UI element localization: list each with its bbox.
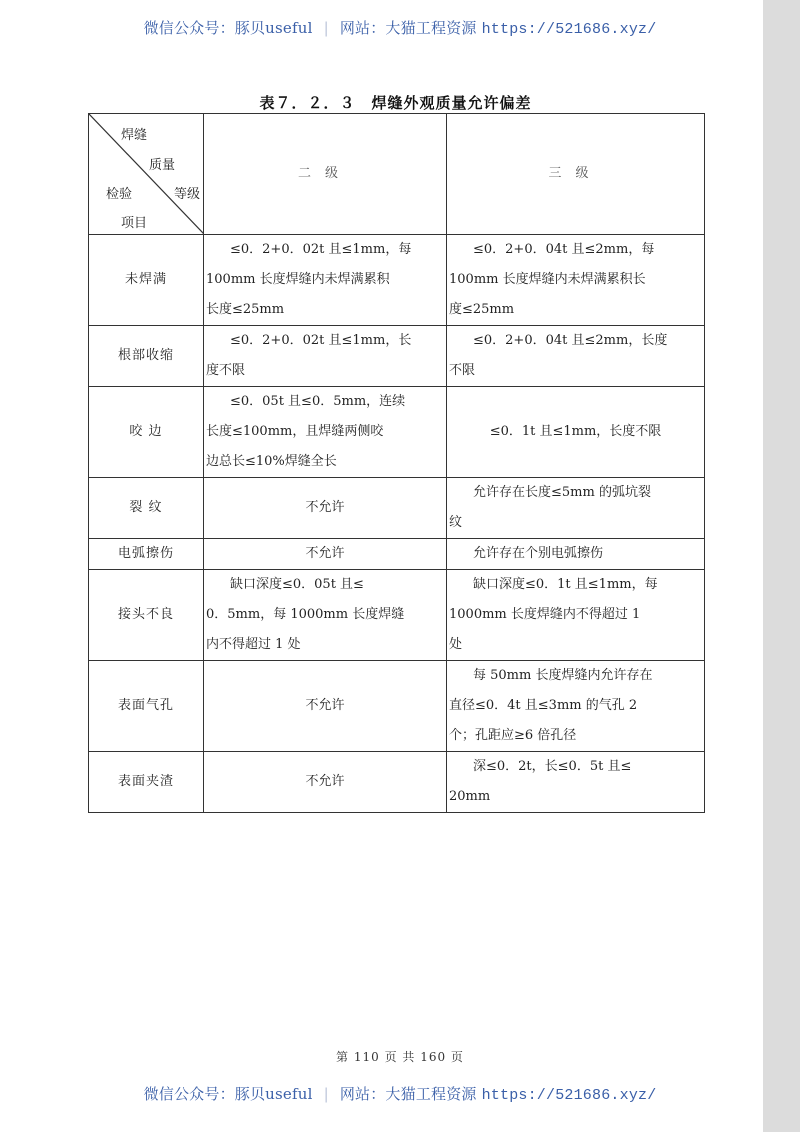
- inspection-item-cell: 表面气孔: [89, 661, 204, 752]
- watermark-account: 微信公众号：豚贝useful: [143, 19, 313, 37]
- cell-text-line: 长度≤25mm: [206, 302, 285, 317]
- table-row: [89, 235, 705, 326]
- table-row: [89, 387, 705, 478]
- cell-text-line: ≤0．2+0．04t 且≤2mm，长度: [473, 333, 668, 348]
- grade-3-cell: [447, 326, 705, 387]
- cell-text-line: ≤0．2+0．04t 且≤2mm，每: [473, 242, 655, 257]
- watermark-bottom: [0, 1083, 800, 1104]
- cell-text-line: 深≤0．2t，长≤0．5t 且≤: [473, 759, 632, 774]
- cell-text-line: 100mm 长度焊缝内未焊满累积: [206, 272, 390, 287]
- table-row: [89, 570, 705, 661]
- cell-text-line: 允许存在长度≤5mm 的弧坑裂: [473, 485, 651, 500]
- watermark-separator: |: [323, 1085, 329, 1103]
- cell-text-line: 100mm 长度焊缝内未焊满累积长: [449, 272, 646, 287]
- cell-text-line: 每 50mm 长度焊缝内允许存在: [473, 668, 653, 683]
- inspection-item-cell: 电弧擦伤: [89, 539, 204, 570]
- cell-text: 不允许: [305, 546, 345, 561]
- table-row: [89, 752, 705, 813]
- grade-3-cell: [447, 235, 705, 326]
- cell-text: 不允许: [305, 698, 345, 713]
- watermark-account: 微信公众号：豚贝useful: [143, 1085, 313, 1103]
- cell-text-line: 边总长≤10%焊缝全长: [206, 454, 337, 469]
- cell-text-line: 长度≤100mm，且焊缝两侧咬: [206, 424, 384, 439]
- inspection-item-cell: 未焊满: [89, 235, 204, 326]
- diag-label-quality: 质量: [149, 158, 176, 173]
- watermark-site-label: 网站：大猫工程资源: [339, 19, 477, 37]
- grade-2-cell: [204, 326, 447, 387]
- inspection-item-cell: 根部收缩: [89, 326, 204, 387]
- grade-2-cell: [204, 570, 447, 661]
- diagonal-header-cell: [89, 114, 204, 235]
- grade-2-cell: [204, 752, 447, 813]
- weld-quality-table: [88, 113, 705, 813]
- watermark-site-label: 网站：大猫工程资源: [339, 1085, 477, 1103]
- cell-text-line: 20mm: [449, 789, 491, 804]
- cell-text-line: ≤0．05t 且≤0．5mm，连续: [230, 394, 406, 409]
- table-row: [89, 539, 705, 570]
- grade-3-cell: [447, 539, 705, 570]
- cell-text: 不允许: [305, 500, 345, 515]
- cell-text-line: 1000mm 长度焊缝内不得超过 1: [449, 607, 641, 622]
- inspection-item-cell: 裂 纹: [89, 478, 204, 539]
- watermark-separator: |: [323, 19, 329, 37]
- table-row: [89, 661, 705, 752]
- cell-text-line: 处: [449, 637, 463, 652]
- grade-2-cell: [204, 235, 447, 326]
- header-grade-2: 二级: [204, 114, 447, 235]
- page-number: 第 110 页 共 160 页: [336, 1050, 464, 1064]
- inspection-item-cell: 咬 边: [89, 387, 204, 478]
- grade-2-cell: [204, 661, 447, 752]
- cell-text-line: 内不得超过 1 处: [206, 637, 301, 652]
- grade-3-cell: [447, 387, 705, 478]
- diag-label-grade: 等级: [174, 187, 201, 202]
- cell-text-line: 度不限: [206, 363, 246, 378]
- cell-text-line: 度≤25mm: [449, 302, 515, 317]
- cell-text: ≤0．1t 且≤1mm，长度不限: [489, 424, 662, 439]
- grade-3-cell: [447, 661, 705, 752]
- diag-label-weld: 焊缝: [121, 128, 148, 143]
- header-grade-3: 三级: [447, 114, 705, 235]
- inspection-item-cell: 表面夹渣: [89, 752, 204, 813]
- viewer-side-strip: [763, 0, 800, 1132]
- watermark-top: [0, 17, 800, 38]
- cell-text-line: 0．5mm，每 1000mm 长度焊缝: [206, 607, 405, 622]
- cell-text-line: 缺口深度≤0．05t 且≤: [230, 577, 364, 592]
- diag-label-inspection: 检验: [106, 187, 133, 202]
- cell-text-line: 纹: [449, 515, 463, 530]
- watermark-url[interactable]: https://521686.xyz/: [481, 21, 657, 38]
- cell-text-line: 不限: [449, 363, 476, 378]
- cell-text-line: 缺口深度≤0．1t 且≤1mm，每: [473, 577, 658, 592]
- grade-2-cell: [204, 387, 447, 478]
- cell-text-line: 个；孔距应≥6 倍孔径: [449, 728, 577, 743]
- grade-3-cell: [447, 478, 705, 539]
- cell-text: 不允许: [305, 774, 345, 789]
- grade-2-cell: [204, 478, 447, 539]
- cell-text-line: ≤0．2+0．02t 且≤1mm，每: [230, 242, 412, 257]
- table-title: 表７．２．３ 焊缝外观质量允许偏差: [259, 94, 532, 112]
- cell-text-line: 直径≤0．4t 且≤3mm 的气孔 2: [449, 698, 638, 713]
- watermark-url[interactable]: https://521686.xyz/: [481, 1087, 657, 1104]
- cell-text-line: 允许存在个别电弧擦伤: [473, 546, 604, 561]
- grade-3-cell: [447, 570, 705, 661]
- cell-text-line: ≤0．2+0．02t 且≤1mm，长: [230, 333, 412, 348]
- table-row: [89, 326, 705, 387]
- table-row: [89, 478, 705, 539]
- table-header-row: [89, 114, 705, 235]
- grade-3-cell: [447, 752, 705, 813]
- diag-label-item: 项目: [121, 216, 148, 231]
- inspection-item-cell: 接头不良: [89, 570, 204, 661]
- grade-2-cell: [204, 539, 447, 570]
